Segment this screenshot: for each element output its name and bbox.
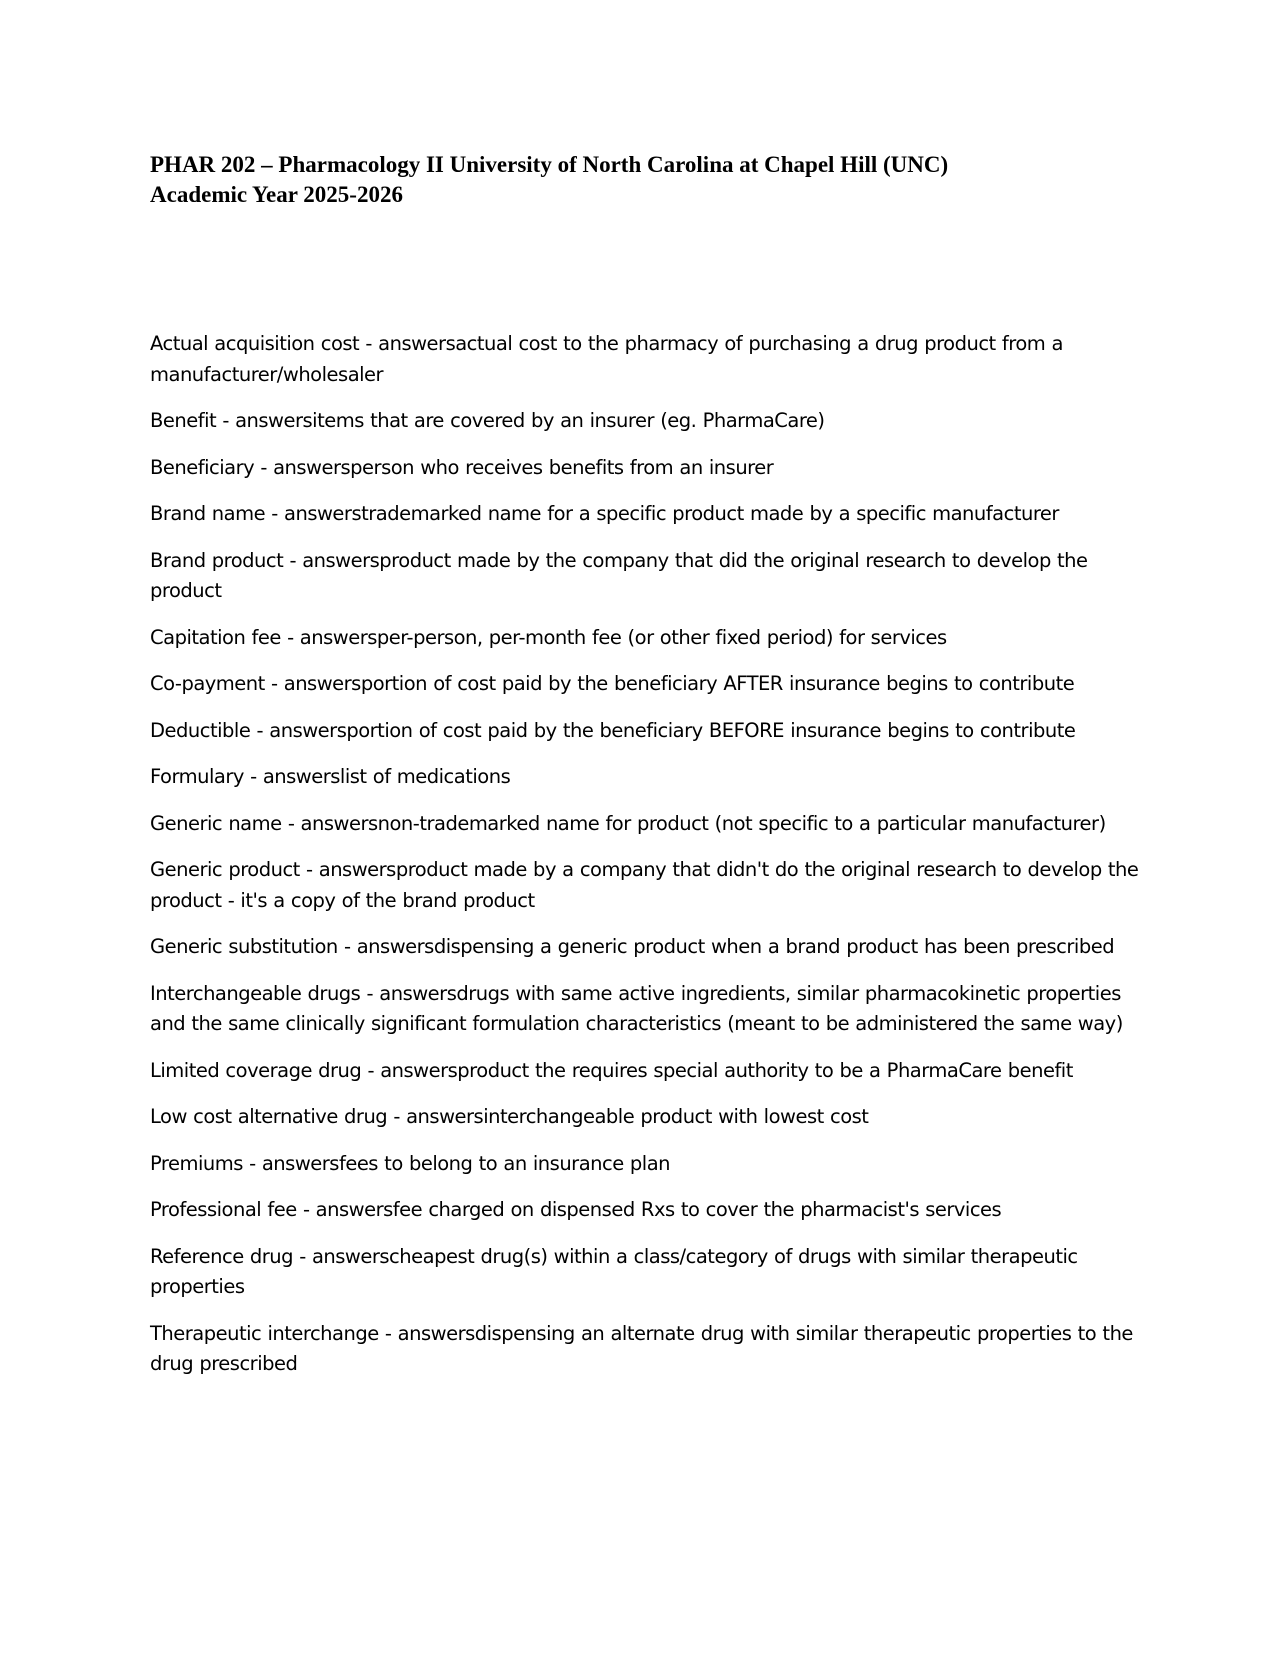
glossary-entry: Beneficiary - answersperson who receives benefits from an insurer [150, 455, 774, 479]
glossary-entry: Benefit - answersitems that are covered by an insurer (eg. PharmaCare) [150, 409, 825, 432]
glossary-entry: Co-payment - answersportion of cost paid by the beneficiary AFTER insurance begins to contribute [150, 672, 1075, 695]
glossary-entry: Formulary - answerslist of medications [150, 765, 511, 788]
glossary-entry: Actual acquisition cost - answersactual cost to the pharmacy of purchasing a drug product from a manufacturer/wholesaler [150, 332, 1063, 386]
title-line-1: PHAR 202 – Pharmacology II University of North Carolina at Chapel Hill (UNC) [150, 152, 949, 177]
glossary-entry: Deductible - answersportion of cost paid by the beneficiary BEFORE insurance begins to contribute [150, 718, 1076, 742]
glossary-entry: Generic product - answersproduct made by a company that didn't do the original research to develop the product - it's a copy of the brand product [150, 858, 1139, 912]
glossary-entry: Reference drug - answerscheapest drug(s) within a class/category of drugs with similar therapeutic properties [150, 1244, 1078, 1298]
glossary-entry: Low cost alternative drug - answersinterchangeable product with lowest cost [150, 1105, 869, 1128]
glossary-entry: Premiums - answersfees to belong to an insurance plan [150, 1151, 671, 1175]
glossary-entry: Capitation fee - answersper-person, per-month fee (or other fixed period) for services [150, 625, 947, 649]
glossary-entry: Limited coverage drug - answersproduct the requires special authority to be a PharmaCare benefit [150, 1058, 1073, 1082]
glossary-entry: Generic name - answersnon-trademarked name for product (not specific to a particular manufacturer) [150, 811, 1106, 835]
glossary-entry: Professional fee - answersfee charged on dispensed Rxs to cover the pharmacist's services [150, 1198, 1002, 1221]
glossary-entry: Generic substitution - answersdispensing a generic product when a brand product has been prescribed [150, 935, 1115, 958]
glossary-entry: Therapeutic interchange - answersdispensing an alternate drug with similar therapeutic properties to the drug prescribed [150, 1321, 1133, 1375]
glossary-list [150, 329, 1140, 1396]
glossary-entry: Brand product - answersproduct made by the company that did the original research to develop the product [150, 548, 1088, 602]
glossary-entry: Interchangeable drugs - answersdrugs with same active ingredients, similar pharmacokinetic properties and the same clinically significant formulation characteristics (meant to be administered the same way) [150, 981, 1123, 1035]
document-title [150, 150, 1130, 210]
title-line-2: Academic Year 2025-2026 [150, 182, 403, 207]
glossary-entry: Brand name - answerstrademarked name for a specific product made by a specific manufacturer [150, 502, 1059, 525]
